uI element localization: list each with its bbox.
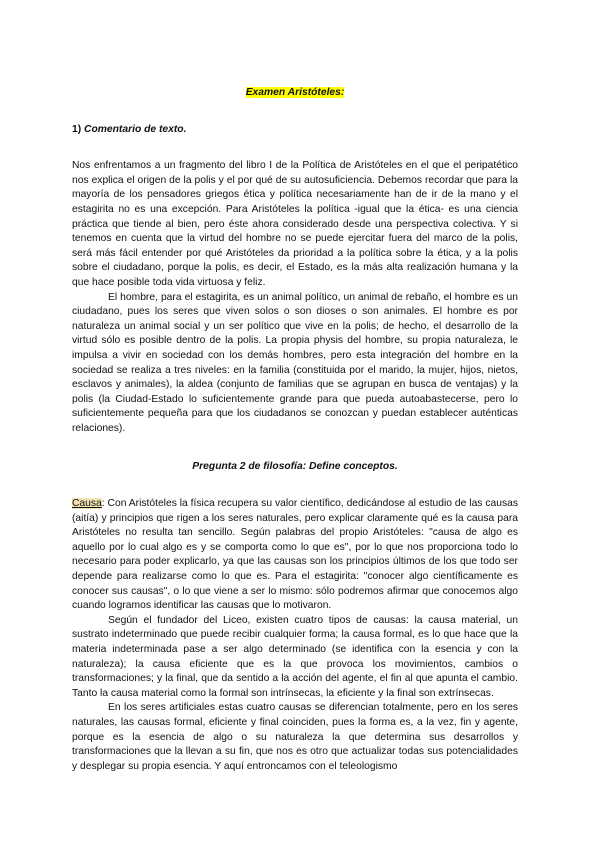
paragraph-artificial-beings: En los seres artificiales estas cuatro causas se diferencian totalmente, pero en los seres naturales, las causas formal, eficiente y final coinciden, pues la forma es, a la vez, fin y agente, porque es la esencia de algo o su naturaleza la que determina sus desarrollos y transformaciones que la llevan a su fin, que nos es otro que actualizar todas sus potencialidades y desplegar su propia esencia. Y aquí entroncamos con el teleologismo	[72, 702, 518, 772]
section-1-title: Comentario de texto.	[84, 123, 187, 135]
causa-definition: : Con Aristóteles la física recupera su valor científico, dedicándose al estudio de las causas (aitía) y principios que rigen a los seres naturales, pero explicar claramente qué es la causa para Aristóteles no resulta tan sencillo. Según palabras del propio Aristóteles: "causa de algo es aquello por lo cual algo es y se comporta como lo que es", por lo que nos proporciona todo lo necesario para poder explicarlo, ya que las causas son los principios últimos de los que todo ser depende para realizarse como lo que es. Para el estagirita: "conocer algo científicamente es conocer sus causas", o lo que viene a ser lo mismo: sólo podremos afirmar que conocemos algo cuando logramos identificar las causas que lo motivaron.	[72, 498, 518, 612]
paragraph-intro: Nos enfrentamos a un fragmento del libro I de la Política de Aristóteles en el que el peripatético nos explica el origen de la polis y el por qué de su autosuficiencia. Debemos recordar que para la mayoría de los pensadores griegos ética y política necesariamente han de ir de la mano y el estagirita no es una excepción. Para Aristóteles la política -igual que la ética- es una ciencia práctica que tiende al bien, pero éste ahora considerado desde una perspectiva colectiva. Y si tenemos en cuenta que la virtud del hombre no se puede ejercitar fuera del marco de la polis, será más fácil entender por qué Aristóteles da prioridad a la política sobre la ética, y a la polis sobre el ciudadano, porque la polis, es decir, el Estado, es la más alta realización humana y la que hace posible toda vida virtuosa y feliz.	[72, 160, 518, 288]
section-1-number: 1)	[72, 123, 82, 135]
document-title	[72, 86, 518, 101]
section-1-heading	[72, 123, 518, 138]
title-highlight: Examen Aristóteles:	[245, 87, 345, 98]
section-2-heading: Pregunta 2 de filosofía: Define conceptos.	[192, 461, 398, 473]
paragraph-four-causes: Según el fundador del Liceo, existen cuatro tipos de causas: la causa material, un sustrato indeterminado que puede recibir cualquier forma; la causa formal, es lo que hace que la materia indeterminada pase a ser algo determinado (se identifica con la esencia y con la naturaleza); la causa eficiente que es la que provoca los movimientos, cambios o transformaciones; y la final, que da sentido a la acción del agente, el fin al que apunta el cambio. Tanto la causa material como la formal son intrínsecas, la eficiente y la final son extrínsecas.	[72, 614, 518, 699]
paragraph-hombre: El hombre, para el estagirita, es un animal político, un animal de rebaño, el hombre es un ciudadano, pues los seres que viven solos o son dioses o son animales. El hombre es por naturaleza un animal social y un ser político que vive en la polis; de hecho, el desarrollo de la virtud sólo es posible dentro de la polis. La propia physis del hombre, su propia naturaleza, le impulsa a vivir en sociedad con los demás hombres, pero esta integración del hombre en la sociedad se realiza a tres niveles: en la familia (constituida por el marido, la mujer, hijos, nietos, esclavos y animales), la aldea (conjunto de familias que se agrupan en busca de ventajas) y la polis (la Ciudad-Estado lo suficientemente grande para que pueda autoabastecerse, pero lo suficientemente pequeña para que los ciudadanos se conozcan y puedan establecer auténticas relaciones).	[72, 291, 518, 434]
term-causa: Causa	[72, 498, 102, 510]
paragraph-causa	[72, 497, 518, 614]
